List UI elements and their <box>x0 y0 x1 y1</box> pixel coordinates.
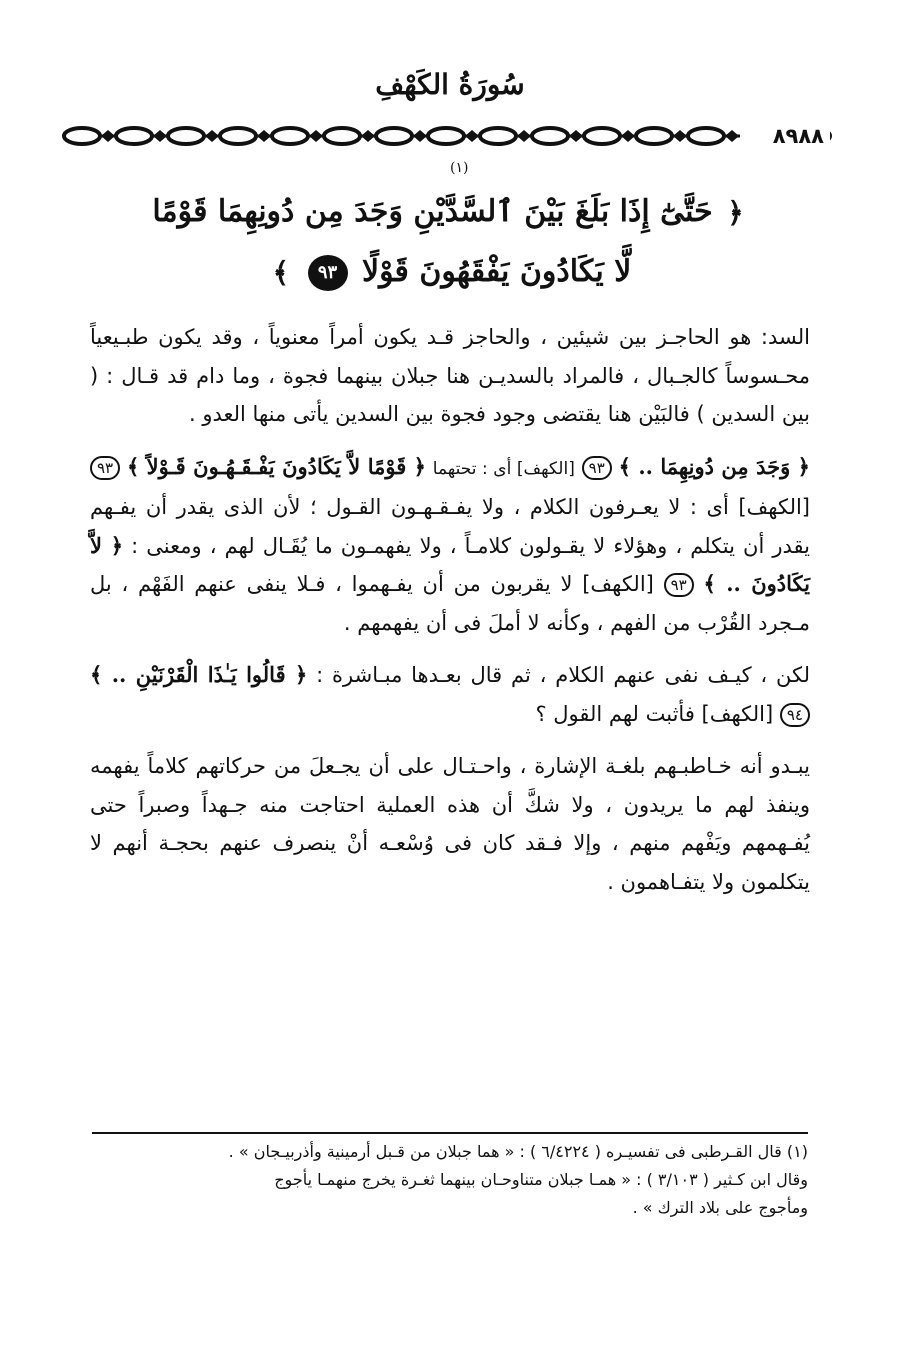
chain-oval-4 <box>272 128 308 144</box>
surah-title: سُورَةُ الكَهْفِ <box>375 68 525 101</box>
footnote-divider <box>92 1132 808 1134</box>
ornament-close-icon: ﴾ <box>272 256 290 289</box>
chain-oval-10 <box>584 128 620 144</box>
paragraph-3 <box>90 656 810 733</box>
quran-verse <box>150 160 750 302</box>
footnote-line-1: (١) قال القـرطبى فى تفسيـره ( ٦/٤٢٢٤ ) : « هما جبلان من قـبل أرمينية وأذربيـجان » . <box>228 1142 808 1161</box>
chain-ornament <box>60 118 840 154</box>
page-number: ٨٩٨٨ <box>767 118 830 154</box>
text-3b: [الكهف] فأثبت لهم القول ؟ <box>535 701 774 726</box>
paragraph-4: يبـدو أنه خـاطبـهم بلغـة الإشارة ، واحـتـال على أن يجـعلَ من حركاتهم كلاماً يفهمه وينفذ لهم ما يريدون ، ولا شكَّ أن هذه العملية احتاجت منه جـهداً وصبراً حتى يُفـهمهم ويَفْهم منهم ، وإلا فـقد كان فى وُسْعـه أنْ ينصرف عنهم بحجـة أنهم لا يتكلمون ولا يتفـاهمون . <box>90 754 810 894</box>
chain-oval-1 <box>116 128 152 144</box>
quote-3: ﴿ لاَّ يَكَادُونَ .. ﴾ <box>90 532 810 596</box>
verse-ref-1: ٩٣ <box>582 456 612 480</box>
text-2b: [الكهف] أى : لا يعـرفون الكلام ، ولا يفـقـهـون القـول ؛ لأن الذى يقدر أن يفـهم يقدر أن يتكلم ، وهؤلاء لا يقـولون كلامـاً ، ولا يفهمـون ما يُقَـال لهم ، ومعنى : <box>90 495 810 558</box>
paragraph-2 <box>90 448 810 643</box>
footnote-line-3: ومأجوج على بلاد الترك » . <box>632 1198 808 1217</box>
quote-4: ﴿ قَالُوا يَـٰذَا الْقَرْنَيْنِ .. ﴾ <box>90 662 308 687</box>
chain-oval-3 <box>220 128 256 144</box>
verse-text-1: حَتَّىٰٓ إِذَا بَلَغَ بَيْنَ ٱلسَّدَّيْنِ وَجَدَ مِن دُونِهِمَا قَوْمًا <box>152 194 713 229</box>
verse-line-2 <box>150 242 750 302</box>
verse-line-1 <box>150 182 750 242</box>
paragraph-1: السد: هو الحاجـز بين شيئين ، والحاجز قـد يكون أمراً معنوياً ، وقد يكون طبـيعياً محـسوساً كالجـبال ، فالمراد بالسديـن هنا جبلان بينهما فجوة ، وما دام قد قـال : ( بين السدين ) فالبَيْن هنا يقتضى وجود فجوة بين السدين يأتى منها العدو . <box>90 325 810 426</box>
chain-oval-8 <box>480 128 516 144</box>
footnote-line-2: وقال ابن كـثير ( ٣/١٠٣ ) : « همـا جبلان متناوحـان بينهما ثغـرة يخرج منهمـا يأجوج <box>274 1170 808 1189</box>
chain-oval-0 <box>64 128 100 144</box>
header-ornament-band <box>60 118 840 154</box>
verse-text-2: لَّا يَكَادُونَ يَفْقَهُونَ قَوْلًا <box>361 254 632 289</box>
ornament-open-icon: ﴿ <box>727 196 744 229</box>
text-3a: لكن ، كيـف نفى عنهم الكلام ، ثم قال بعـدها مبـاشرة : <box>316 663 810 687</box>
verse-ref-4: ٩٤ <box>780 703 810 727</box>
chain-oval-12 <box>688 128 724 144</box>
chain-oval-9 <box>532 128 568 144</box>
text-2c: [الكهف] لا يقربون من أن يفـهموا ، فـلا ينفى عنهم الفَهْم ، بل مـجرد القُرْب من الفهم ، وكأنه لا أملَ فى أن يفهمهم . <box>90 572 810 635</box>
chain-oval-2 <box>168 128 204 144</box>
chain-oval-7 <box>428 128 464 144</box>
footnotes <box>92 1138 808 1222</box>
chain-oval-5 <box>324 128 360 144</box>
verse-ref-2: ٩٣ <box>90 456 120 480</box>
quote-2: ﴿ قَوْمًا لاَّ يَكَادُونَ يَفْـقَـهُـونَ قَـوْلاً ﴾ <box>126 453 426 479</box>
verse-ref-3: ٩٣ <box>664 573 694 597</box>
chain-oval-6 <box>376 128 412 144</box>
verse-number-badge: ٩٣ <box>308 255 348 291</box>
quote-1: ﴿ وَجَدَ مِن دُونِهِمَا .. ﴾ <box>618 453 810 479</box>
chain-oval-11 <box>636 128 672 144</box>
commentary-body <box>90 318 810 915</box>
verse-footnote-marker: (١) <box>450 160 469 176</box>
text-2a: [الكهف] أى : تحتهما <box>432 458 575 479</box>
